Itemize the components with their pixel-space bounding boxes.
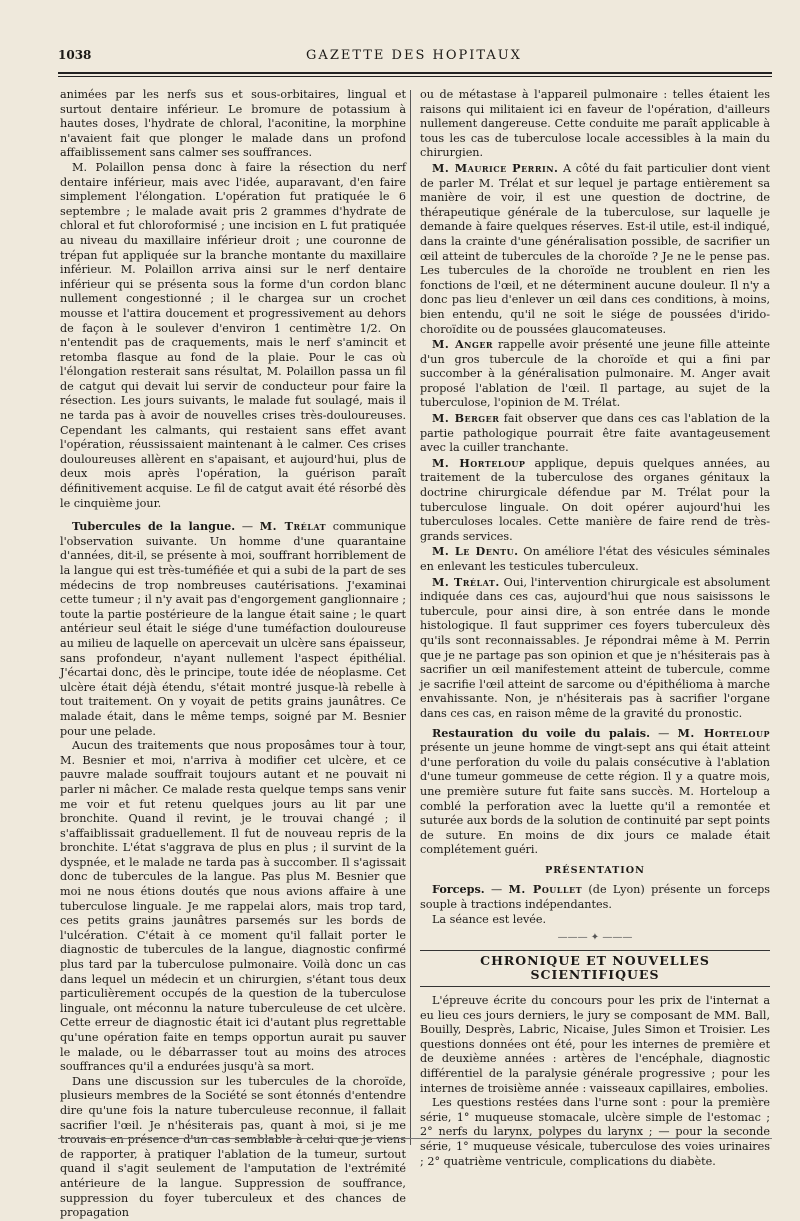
paragraph: Aucun des traitements que nous proposâmes tour à tour, M. Besnier et moi, n'arriva à modifier cet ulcère, et ce pauvre malade souffrait toujours autant et ne pouvait ni parler ni mâcher. Ce malade resta quelque temps sans venir me voir et fut retenu quelques jours au lit par une bronchite. Quand il revint, je le trouvai changé ; il s'affaiblissait graduellement. Il fut de nouveau repris de la bronchite. L'état s'aggrava de plus en plus ; il survint de la dyspnée, et le malade ne tarda pas à succomber. Il s'agissait donc de tubercules de la langue. Pas plus M. Besnier que moi ne nous étions doutés que nous avions affaire à une tuberculose linguale. Je me rappelai alors, mais trop tard, ces petits grains jaunâtres parsemés sur les bords de l'ulcération. C'était à ce moment qu'il fallait porter le diagnostic de tubercules de la langue, diagnostic confirmé plus tard par la tuberculose pulmonaire. Voilà donc un cas dans lequel un médecin et un chirurgien, s'étant tous deux particulièrement occupés de la question de la tuberculose linguale, ont méconnu la nature tuberculeuse de cet ulcère. Cette erreur de diagnostic était ici d'autant plus regrettable qu'une opération faite en temps opportun aurait pu sauver le malade, ou le débarrasser tout au moins des atroces souffrances qu'il a endurées jusqu'à sa mort. [60, 739, 406, 1074]
dash: — [649, 726, 678, 740]
paragraph: ou de métastase à l'appareil pulmonaire : telles étaient les raisons qui militaient ici en faveur de l'opération, d'ailleurs nullement dangereuse. Cette conduite me paraît applicable à tous les cas de tuberculose locale accessibles à la main du chirurgien. [420, 88, 770, 160]
paragraph-text: communique l'observation suivante. Un homme d'une quarantaine d'années, dit-il, se présente à moi, souffrant horriblement de la langue qui est très-tuméfiée et qui a subi de la part de ses médecins de trop nombreuses cautérisations. J'examinai cette tumeur ; il n'y avait pas d'engorgement ganglionnaire ; toute la partie postérieure de la langue était saine ; le quart antérieur seul était le siége d'une tuméfaction douloureuse au milieu de laquelle on apercevait un ulcère sans épaisseur, sans profondeur, n'ayant nullement l'aspect épithélial. J'écartai donc, dès le principe, toute idée de néoplasme. Cet ulcère était déjà étendu, s'était montré jusque-là rebelle à tout traitement. On y voyait de petits grains jaunâtres. Ce malade était, dans le même temps, soigné par M. Besnier pour une pelade. [60, 520, 407, 738]
paragraph-text: On améliore l'état des vésicules séminales en enlevant les testicules tuberculeux. [420, 545, 770, 573]
section-title: CHRONIQUE ET NOUVELLES SCIENTIFIQUES [480, 952, 710, 983]
paragraph: M. Polaillon pensa donc à faire la résection du nerf dentaire inférieur, mais avec l'idée, auparavant, d'en faire simplement l'élongation. L'opération fut pratiquée le 6 septembre ; le malade avait pris 2 grammes d'hydrate de chloral et fut chloroformisé ; une incision en L fut pratiquée au niveau du maxillaire inférieur droit ; une couronne de trépan fut appliquée sur la branche montante du maxillaire inférieur. M. Polaillon arriva ainsi sur le nerf dentaire inférieur qui se présenta sous la forme d'un cordon blanc nullement congestionné ; il le chargea sur un crochet mousse et l'attira doucement et progressivement au dehors de façon à le soulever d'environ 1 centimètre 1/2. On n'entendit pas de craquements, mais le nerf s'amincit et retomba flasque au fond de la plaie. Pour le cas où l'élongation resterait sans résultat, M. Polaillon passa un fil de catgut qui devait lui servir de conducteur pour faire la résection. Les jours suivants, le malade fut soulagé, mais il ne tarda pas à avoir de nouvelles crises très-douloureuses. Cependant les calmants, qui restaient sans effet avant l'opération, réussissaient maintenant à le calmer. Ces crises douloureuses allèrent en s'apaisant, et aujourd'hui, plus de deux mois après l'opération, la guérison paraît définitivement acquise. Le fil de catgut avait été résorbé dès le cinquième jour. [60, 160, 406, 510]
header-rule [58, 72, 772, 74]
paragraph-text: (de Lyon) présente un forceps souple à tractions indépendantes. [420, 883, 770, 912]
spacer [60, 511, 406, 519]
dash: — [484, 883, 509, 897]
header-rule-thin [58, 76, 772, 77]
section-heading: Forceps. [432, 882, 485, 897]
paragraph: L'épreuve écrite du concours pour les prix de l'internat a eu lieu ces jours derniers, le jury se composant de MM. Ball, Bouilly, Desprès, Labric, Nicaise, Jules Simon et Troisier. Les questions données ont été, pour les internes de première et de deuxième années : artères de l'encéphale, diagnostic différentiel de la paralysie générale progressive ; pour les internes de troisième année : vaisseaux capillaires, embolies. [420, 994, 770, 1095]
paragraph [420, 456, 770, 545]
paragraph-text: rappelle avoir présenté une jeune fille atteinte d'un gros tubercule de la choroïde et qui a fini par succomber à la généralisation pulmonaire. M. Anger avait proposé l'ablation de l'œil. Il partage, au sujet de la tuberculose, l'opinion de M. Trélat. [420, 338, 771, 410]
paragraph [420, 337, 770, 411]
paragraph: Les questions restées dans l'urne sont : pour la première série, 1° muqueuse stomacale, ulcère simple de l'estomac ; 2° nerfs du larynx, polypes du larynx ; — pour la seconde série, 1° muqueuse vésicale, tuberculose des voies urinaires ; 2° quatrième ventricule, complications du diabète. [420, 1096, 770, 1168]
dash: — [235, 520, 260, 534]
paragraph [420, 575, 770, 722]
right-column [420, 88, 770, 1169]
paragraph [420, 544, 770, 574]
paragraph [420, 882, 770, 912]
paragraph-text: fait observer que dans ces cas l'ablation de la partie pathologique pourrait être faite avantageusement avec la cuiller tranchante. [420, 412, 770, 455]
paragraph: Dans une discussion sur les tubercules de la choroïde, plusieurs membres de la Société se sont étonnés d'entendre dire qu'une fois la nature tuberculeuse reconnue, il fallait sacrifier l'œil. Je n'hésiterais pas, quant à moi, si je me trouvais en présence d'un cas semblable à celui que je viens de rapporter, à pratiquer l'ablation de la tumeur, surtout quand il s'agit seulement de l'amputation de l'extrémité antérieure de la langue. Suppression de souffrance, suppression du foyer tuberculeux et des chances de propagation [60, 1074, 406, 1220]
section-heading: Restauration du voile du palais. [432, 725, 650, 740]
presentation-heading: PRÉSENTATION [545, 864, 645, 876]
paragraph-text: Oui, l'intervention chirurgicale est absolument indiquée dans ces cas, aujourd'hui que nous saisissons le tubercule, pour ainsi dire, à son entrée dans le monde histologique. Il faut supprimer ces foyers tuberculeux dès qu'ils sont reconnaissables. Je répondrai même à M. Perrin que je ne partage pas son opinion et que je n'hésiterais pas à sacrifier un œil manifestement atteint de tubercule, comme je sacrifie l'œil atteint de sarcome ou d'épithélioma à marche envahissante. Non, je n'hésiterais pas à sacrifier l'organe dans ces cas, en raison même de la gravité du pronostic. [420, 575, 770, 720]
speaker-name: M. Le Dentu. [432, 544, 519, 559]
bottom-rule [58, 1138, 772, 1139]
journal-title: GAZETTE DES HOPITAUX [306, 48, 522, 63]
speaker-name: M. Berger [432, 411, 500, 426]
page-number: 1038 [58, 48, 92, 62]
speaker-name: M. Poullet [508, 882, 583, 897]
section-rule [420, 950, 770, 951]
left-column [60, 88, 406, 1221]
section-rule [420, 986, 770, 987]
speaker-name: M. Trélat [259, 519, 327, 534]
paragraph-text: présente un jeune homme de vingt-sept ans qui était atteint d'une perforation du voile du palais consécutive à l'ablation d'une tumeur gommeuse de cette région. Il y a quatre mois, une première suture fut faite sans succès. M. Horteloup a comblé la perforation avec la luette qu'il a remontée et suturée aux bords de la solution de continuité par sept points de suture. En moins de dix jours ce malade était complétement guéri. [420, 741, 770, 857]
paragraph: La séance est levée. [432, 912, 547, 926]
page-header [58, 44, 770, 68]
paragraph-text: applique, depuis quelques années, au traitement de la tuberculose des organes génitaux la doctrine chirurgicale défendue par M. Trélat pour la tuberculose linguale. On doit opérer aujourd'hui les tuberculoses locales. Cette manière de faire rend de très-grands services. [420, 456, 771, 543]
speaker-name: M. Horteloup [677, 725, 771, 740]
paragraph: animées par les nerfs sus et sous-orbitaires, lingual et surtout dentaire inférieur. Le bromure de potassium à hautes doses, l'hydrate de chloral, l'aconitine, la morphine n'avaient fait que plonger le malade dans un profond affaiblissement sans calmer ses souffrances. [60, 88, 406, 160]
paragraph [420, 411, 770, 456]
speaker-name: M. Anger [432, 337, 494, 352]
paragraph-text: A côté du fait particulier dont vient de parler M. Trélat et sur lequel je partage entièrement sa manière de voir, il est une question de doctrine, de thérapeutique générale de la tuberculose, sur laquelle je demande à faire quelques réserves. Est-il utile, est-il indiqué, dans la crainte d'une généralisation possible, de sacrifier un œil atteint de tubercules de la choroïde ? Je ne le pense pas. Les tubercules de la choroïde ne troublent en rien les fonctions de l'œil, et ne déterminent aucune douleur. Il n'y a donc pas lieu d'enlever un œil dans ces conditions, à moins, bien entendu, qu'il ne soit le siége de poussées d'irido-choroïdite ou de poussées glaucomateuses. [420, 161, 771, 336]
paragraph [420, 161, 770, 337]
paragraph [60, 519, 406, 739]
section-heading: Tubercules de la langue. [72, 519, 236, 534]
ornament-divider: ——— ✦ ——— [557, 932, 633, 944]
paragraph [420, 726, 770, 858]
speaker-name: M. Trélat. [432, 574, 500, 589]
column-divider [410, 90, 411, 1145]
speaker-name: M. Maurice Perrin. [432, 160, 559, 175]
speaker-name: M. Horteloup [432, 455, 526, 470]
